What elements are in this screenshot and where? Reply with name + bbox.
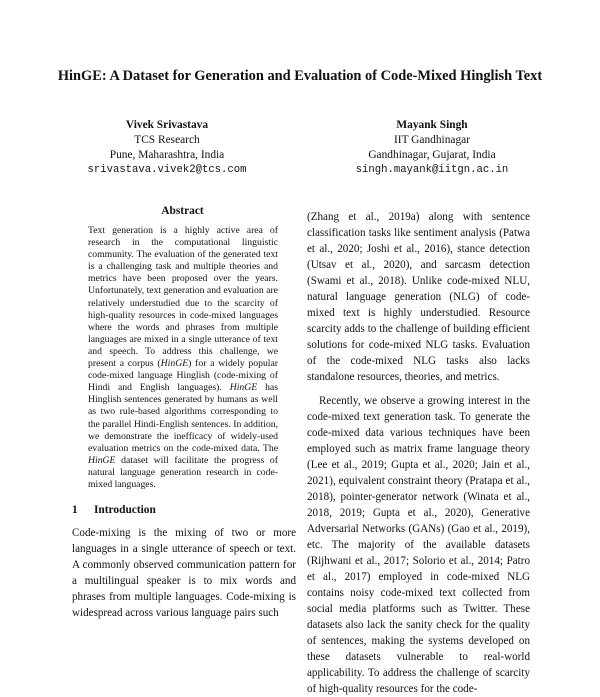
paper-title: HinGE: A Dataset for Generation and Evaluation of Code-Mixed Hinglish Text (57, 68, 543, 84)
author-block-1 (42, 118, 292, 178)
author-affiliation: TCS Research (134, 134, 200, 146)
author-email: singh.mayank@iitgn.ac.in (355, 164, 509, 176)
author-location: Pune, Maharashtra, India (109, 149, 225, 161)
author-email: srivastava.vivek2@tcs.com (87, 164, 247, 176)
introduction-paragraph: Code-mixing is the mixing of two or more languages in a single utterance of speech or text. A commonly observed communication pattern for a multilingual speaker is to mix words and phrases from multiple languages. Code-mixing is widespread across various language pairs such (72, 527, 296, 619)
section-title: Introduction (94, 504, 156, 516)
author-affiliation: IIT Gandhinagar (393, 134, 470, 146)
paragraph-1: (Zhang et al., 2019a) along with sentence classification tasks like sentiment analysis (Patwa et al., 2020; Joshi et al., 2016), stance detection (Utsav et al., 2020), and sarcasm detection (Swami et al., 2018). Unlike code-mixed NLU, natural language generation (NLG) of code-mixed text is highly understudied. Resource scarcity adds to the challenge of building efficient solutions for code-mixed NLG tasks. Evaluation of the code-mixed NLG tasks also lacks standalone resources, theories, and metrics. (307, 211, 530, 383)
section-number: 1 (72, 504, 78, 516)
author-block-2 (307, 118, 557, 178)
author-name: Mayank Singh (396, 119, 468, 131)
section-heading-introduction (72, 504, 156, 516)
paragraph-2: Recently, we observe a growing interest in the code-mixed text generation task. To generate the code-mixed data various techniques have been employed such as matrix frame language theory (Lee et al., 2019; Gupta et al., 2020; Jain et al., 2021), equivalent constraint theory (Pratapa et al., 2018), pointer-generator network (Winata et al., 2018, 2019; Gupta et al., 2020), Generative Adversarial Networks (GANs) (Gao et al., 2019), etc. The majority of the available datasets (Rijhwani et al., 2017; Solorio et al., 2014; Patro et al., 2017) employed in code-mixed NLG contains noisy code-mixed text collected from social media platforms such as Twitter. These datasets also lack the sanity check for the quality of sentences, making the systems developed on these datasets vulnerable to real-world applicability. To address the challenge of scarcity of high-quality resources for the code- (307, 395, 530, 695)
right-column-text (307, 209, 530, 697)
abstract-heading: Abstract (161, 205, 204, 217)
abstract-body: Text generation is a highly active area of research in the computational linguistic community. The evaluation of the generated text is a challenging task and multiple theories and metrics have been proposed over the years. Unfortunately, text generation and evaluation are relatively understudied due to the scarcity of high-quality resources in code-mixed languages where the words and phrases from multiple languages are mixed in a single utterance of text and speech. To address this challenge, we present a corpus (HinGE) for a widely popular code-mixed language Hinglish (code-mixing of Hindi and English languages). HinGE has Hinglish sentences generated by humans as well as two rule-based algorithms corresponding to the parallel Hindi-English sentences. In addition, we demonstrate the inefficacy of widely-used evaluation metrics on the code-mixed data. The HinGE dataset will facilitate the progress of natural language generation research in code-mixed languages. (88, 225, 279, 490)
author-name: Vivek Srivastava (125, 119, 209, 131)
author-location: Gandhinagar, Gujarat, India (368, 149, 496, 161)
